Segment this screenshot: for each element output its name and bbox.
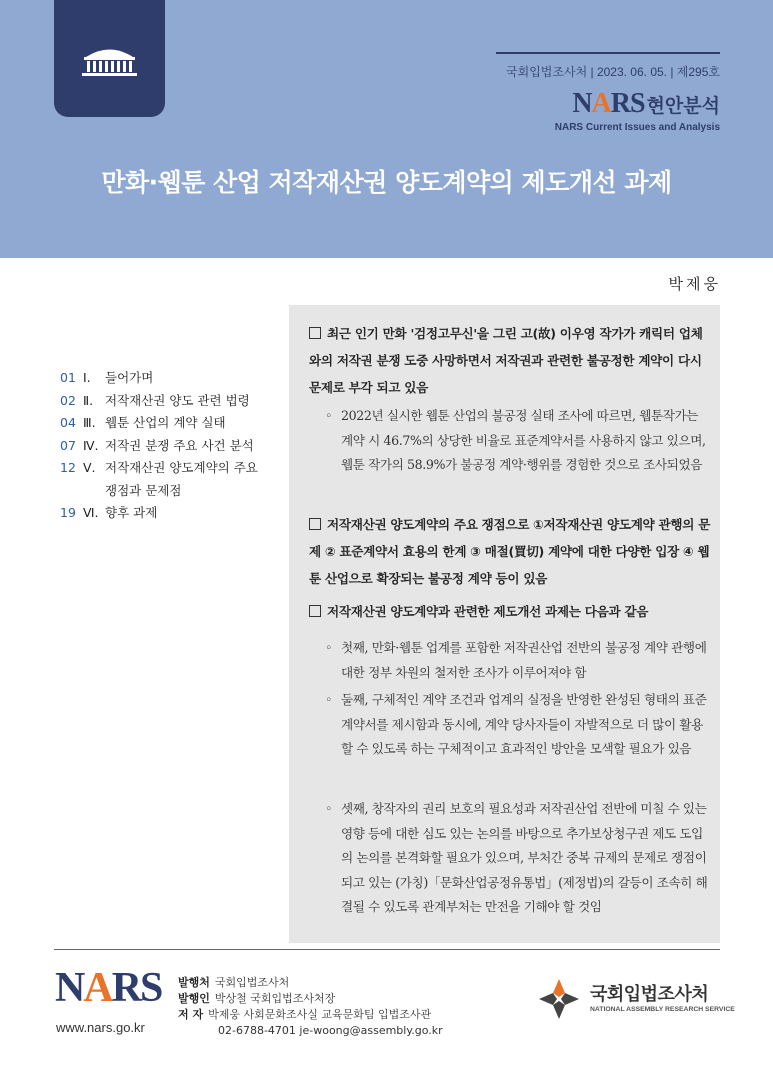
toc-page-number: 19 [60, 505, 76, 520]
summary-bullet: ◦ 둘째, 구체적인 계약 조건과 업계의 실정을 반영한 완성된 형태의 표준계약서를 제시함과 동시에, 계약 당사자들이 자발적으로 더 많이 활용할 수 있도록 하는 구체적이고 효과적인 방안을 모색할 필요가 있음 [325, 688, 713, 786]
summary-heading: 최근 인기 만화 '검정고무신'을 그린 고(故) 이우영 작가가 캐릭터 업체와의 저작권 분쟁 도중 사망하면서 저작권과 관련한 불공정한 계약이 다시 문제로 부각 되고 있음 [309, 326, 703, 395]
toc-section-number: Ⅲ. [83, 415, 96, 430]
brand-series-name: 현안분석 [646, 95, 720, 117]
assembly-emblem [54, 0, 165, 117]
checkbox-square-icon [309, 518, 321, 530]
summary-bullet: ◦ 2022년 실시한 웹툰 산업의 불공정 실태 조사에 따르면, 웹툰작가는 계약 시 46.7%의 상당한 비율로 표준계약서를 사용하지 않고 있으며, 웹툰 작가의 58.9%가 불공정 계약·행위를 경험한 것으로 조사되었음 [325, 404, 713, 502]
toc-section-title: 저작권 분쟁 주요 사건 분석 [105, 437, 254, 453]
toc-section-number: Ⅳ. [83, 437, 99, 453]
publication-details [178, 975, 443, 1039]
toc-page-number: 07 [60, 437, 76, 453]
brand-subtitle: NARS Current Issues and Analysis [554, 122, 720, 133]
toc-section-title: 향후 과제 [105, 505, 158, 520]
toc-section-title: 웹툰 산업의 계약 실태 [105, 415, 226, 430]
toc-section-title: 저작재산권 양도 관련 법령 [105, 392, 250, 408]
toc-page-number: 02 [60, 392, 76, 408]
toc-section-number: Ⅰ. [83, 370, 91, 385]
checkbox-square-icon [309, 327, 321, 339]
summary-bullet: ◦ 첫째, 만화·웹툰 업계를 포함한 저작권산업 전반의 불공정 계약 관행에 대한 정부 차원의 철저한 조사가 이루어져야 함 [325, 636, 713, 685]
toc-section-number: Ⅵ. [83, 505, 99, 520]
toc-item[interactable] [60, 435, 258, 458]
nars-logo-text: NARS [572, 88, 645, 119]
toc-item[interactable] [60, 457, 258, 480]
website-link[interactable]: www.nars.go.kr [56, 1020, 145, 1035]
summary-box [289, 305, 720, 943]
toc-item[interactable] [60, 502, 258, 525]
toc-page-number: 12 [60, 460, 76, 475]
contact-info: 02-6788-4701 je-woong@assembly.go.kr [218, 1024, 443, 1037]
assembly-building-icon [80, 44, 139, 78]
toc-item[interactable] [60, 390, 258, 413]
institution-name: 국회입법조사처 [590, 984, 709, 1005]
toc-item-continuation: 쟁점과 문제점 [105, 482, 182, 498]
nars-brand [572, 88, 720, 120]
writer-row: 저 자 박제웅 사회문화조사실 교육문화팀 입법조사관 [178, 1008, 432, 1021]
header-rule [496, 52, 720, 54]
toc-item[interactable] [60, 412, 258, 435]
checkbox-square-icon [309, 605, 321, 617]
footer-rule [54, 949, 720, 950]
publication-info: 국회입법조사처 | 2023. 06. 05. | 제295호 [506, 65, 720, 79]
bullet-circle-icon: ◦ [325, 408, 333, 423]
summary-heading: 저작재산권 양도계약의 주요 쟁점으로 ①저작재산권 양도계약 관행의 문제 ② 표준계약서 효용의 한계 ③ 매절(買切) 계약에 대한 다양한 입장 ④ 웹툰 산업으로 확장되는 불공정 계약 등이 있음 [309, 517, 711, 586]
institution-emblem-icon [537, 977, 581, 1021]
author-name: 박제웅 [668, 275, 721, 293]
footer-nars-logo: NARS [55, 965, 162, 1011]
toc-section-number: Ⅱ. [83, 392, 94, 408]
summary-bullet: ◦ 셋째, 창작자의 권리 보호의 필요성과 저작권산업 전반에 미칠 수 있는 영향 등에 대한 심도 있는 논의를 바탕으로 추가보상청구권 제도 도입의 논의를 본격화할 필요가 있으며, 부처간 중복 규제의 문제로 쟁점이 되고 있는 (가칭)「문화산업공정유통법」(제정법)의 갈등이 조속히 해결될 수 있도록 관계부처는 만전을 기해야 할 것임 [325, 797, 713, 944]
publisher-row: 발행처 국회입법조사처 [178, 976, 290, 989]
toc-page-number: 04 [60, 415, 76, 430]
toc-section-number: Ⅴ. [83, 460, 96, 475]
summary-heading: 저작재산권 양도계약과 관련한 제도개선 과제는 다음과 같음 [309, 598, 714, 625]
toc-section-title: 들어가며 [105, 370, 154, 385]
bullet-circle-icon: ◦ [325, 801, 333, 816]
toc-item[interactable] [60, 367, 258, 390]
toc-section-title: 저작재산권 양도계약의 주요 [105, 460, 258, 475]
bullet-circle-icon: ◦ [325, 640, 333, 655]
bullet-circle-icon: ◦ [325, 692, 333, 707]
institution-english-name: NATIONAL ASSEMBLY RESEARCH SERVICE [590, 1006, 735, 1013]
page-title: 만화·웹툰 산업 저작재산권 양도계약의 제도개선 과제 [101, 168, 672, 197]
issuer-row: 발행인 박상철 국회입법조사처장 [178, 992, 336, 1005]
header-banner [0, 0, 773, 258]
toc-page-number: 01 [60, 370, 76, 385]
table-of-contents [60, 367, 258, 525]
